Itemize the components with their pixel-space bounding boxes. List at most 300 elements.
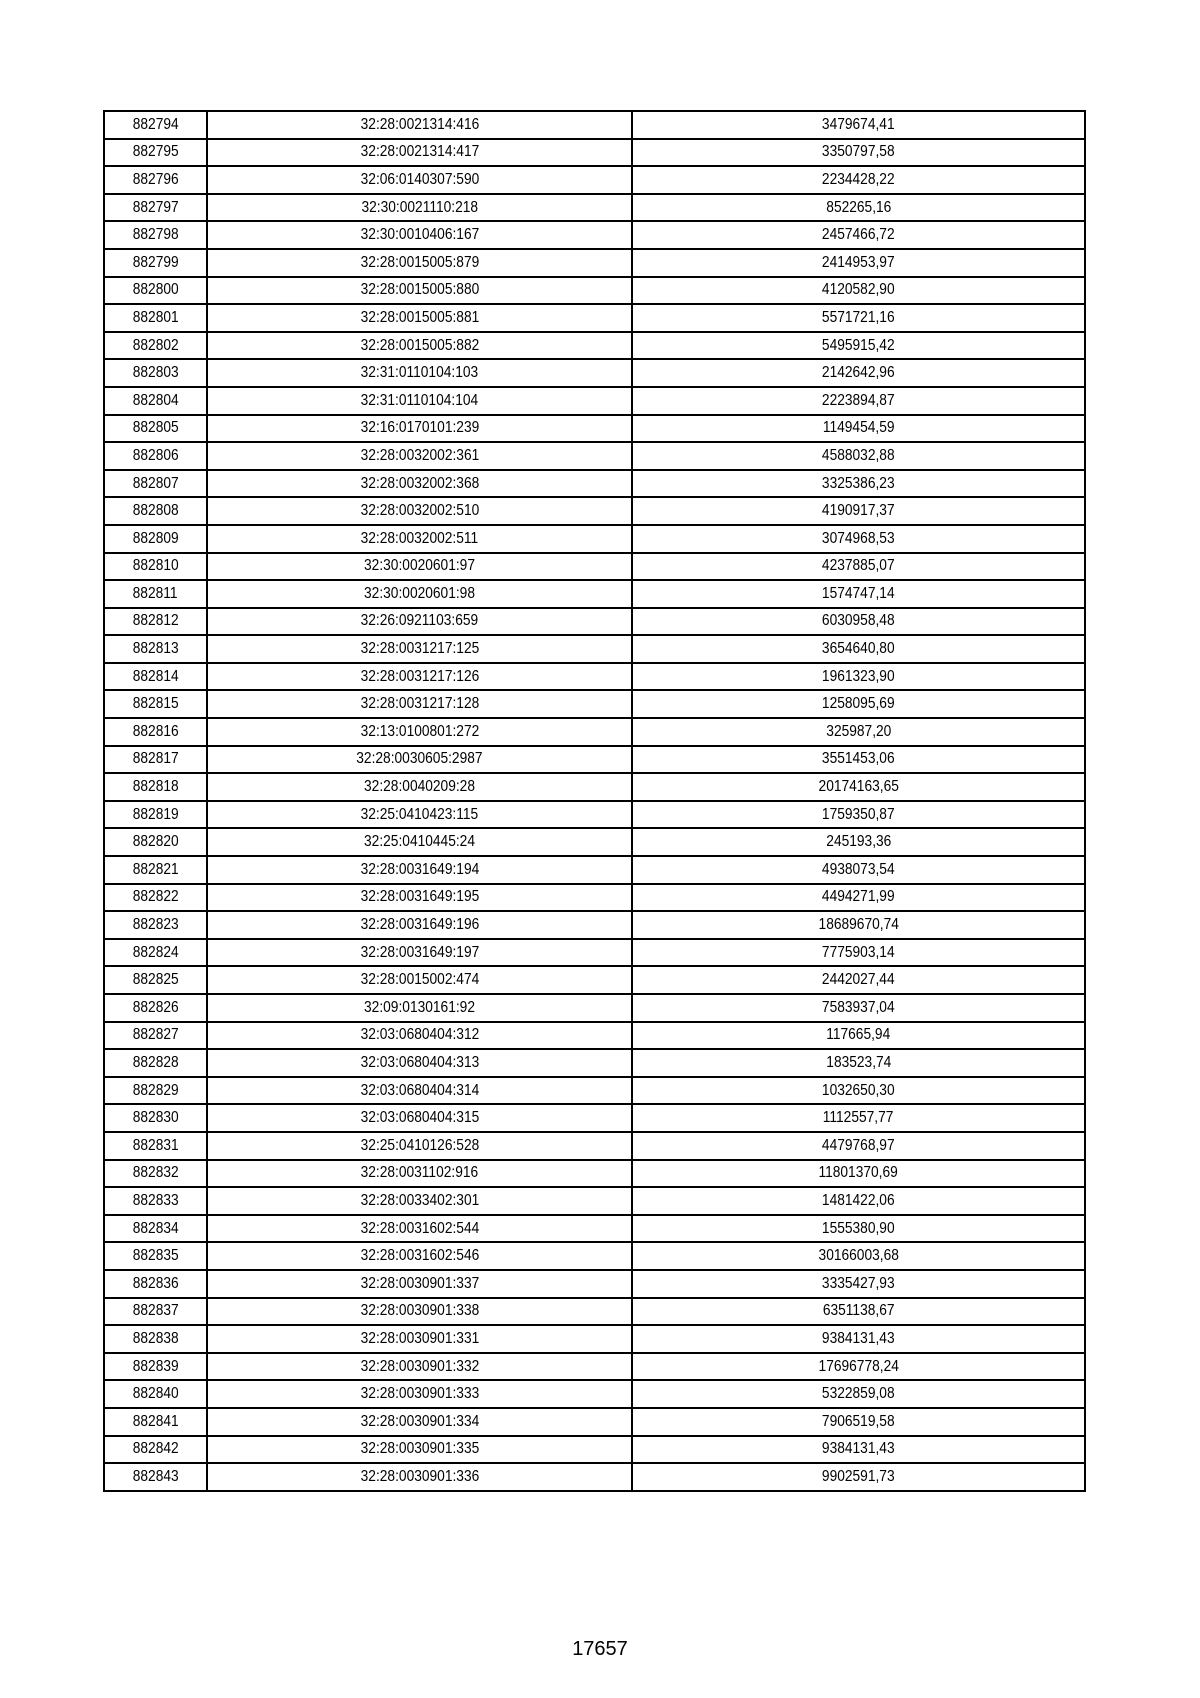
value-text: 7583937,04: [822, 998, 895, 1016]
value-text: 3074968,53: [822, 529, 895, 547]
value-text: 1112557,77: [823, 1109, 894, 1127]
row-number-text: 882808: [132, 502, 179, 520]
row-number-cell: [104, 359, 207, 387]
cadastral-number-cell: [207, 911, 632, 939]
row-number-text: 882805: [132, 419, 179, 437]
value-text: 2414953,97: [822, 253, 895, 271]
row-number-cell: [104, 1298, 207, 1326]
cadastral-number-cell: [207, 1022, 632, 1050]
cadastral-number-cell: [207, 1215, 632, 1243]
value-text: 1555380,90: [822, 1219, 895, 1237]
value-text: 3479674,41: [822, 115, 895, 133]
table-row: [104, 1463, 1085, 1491]
row-number-text: 882838: [132, 1329, 179, 1347]
cadastral-number-text: 32:28:0021314:417: [360, 143, 479, 161]
row-number-cell: [104, 194, 207, 222]
cadastral-number-text: 32:28:0031649:196: [360, 916, 479, 934]
value-text: 4237885,07: [822, 557, 895, 575]
cadastral-number-cell: [207, 387, 632, 415]
row-number-cell: [104, 746, 207, 774]
value-cell: [632, 249, 1085, 277]
cadastral-number-cell: [207, 884, 632, 912]
value-cell: [632, 1022, 1085, 1050]
cadastral-number-cell: [207, 1160, 632, 1188]
cadastral-number-cell: [207, 304, 632, 332]
cadastral-number-cell: [207, 359, 632, 387]
cadastral-number-cell: [207, 194, 632, 222]
value-cell: [632, 828, 1085, 856]
row-number-cell: [104, 1132, 207, 1160]
value-text: 11801370,69: [818, 1164, 899, 1182]
value-cell: [632, 1132, 1085, 1160]
cadastral-number-text: 32:28:0015005:882: [360, 336, 479, 354]
row-number-text: 882814: [132, 667, 179, 685]
row-number-cell: [104, 773, 207, 801]
value-text: 9384131,43: [822, 1329, 895, 1347]
table-row: [104, 939, 1085, 967]
table-row: [104, 1242, 1085, 1270]
cadastral-number-text: 32:03:0680404:312: [360, 1026, 479, 1044]
value-cell: [632, 1325, 1085, 1353]
row-number-text: 882829: [132, 1081, 179, 1099]
row-number-text: 882823: [132, 916, 179, 934]
cadastral-number-text: 32:28:0033402:301: [360, 1191, 479, 1209]
cadastral-number-cell: [207, 139, 632, 167]
value-text: 1149454,59: [822, 419, 895, 437]
value-text: 245193,36: [825, 833, 892, 851]
value-text: 6351138,67: [822, 1302, 895, 1320]
row-number-cell: [104, 1353, 207, 1381]
cadastral-number-text: 32:28:0031602:546: [360, 1247, 479, 1265]
value-text: 1032650,30: [822, 1081, 895, 1099]
cadastral-number-text: 32:03:0680404:315: [360, 1109, 479, 1127]
cadastral-number-text: 32:28:0031602:544: [360, 1219, 479, 1237]
row-number-text: 882832: [132, 1164, 179, 1182]
value-text: 5571721,16: [822, 308, 895, 326]
table-row: [104, 1436, 1085, 1464]
cadastral-number-text: 32:13:0100801:272: [360, 722, 479, 740]
row-number-text: 882836: [132, 1274, 179, 1292]
value-cell: [632, 139, 1085, 167]
row-number-text: 882830: [132, 1109, 179, 1127]
cadastral-number-text: 32:28:0031217:128: [360, 695, 479, 713]
row-number-text: 882834: [132, 1219, 179, 1237]
cadastral-number-text: 32:28:0030901:331: [360, 1329, 479, 1347]
cadastral-number-cell: [207, 746, 632, 774]
value-text: 9902591,73: [822, 1467, 895, 1485]
value-cell: [632, 166, 1085, 194]
value-text: 3325386,23: [822, 474, 895, 492]
value-text: 4938073,54: [822, 860, 895, 878]
table-row: [104, 1104, 1085, 1132]
row-number-cell: [104, 966, 207, 994]
table-row: [104, 1215, 1085, 1243]
cadastral-number-cell: [207, 442, 632, 470]
row-number-text: 882831: [132, 1136, 179, 1154]
row-number-cell: [104, 442, 207, 470]
cadastral-number-cell: [207, 525, 632, 553]
value-cell: [632, 580, 1085, 608]
value-cell: [632, 690, 1085, 718]
row-number-cell: [104, 718, 207, 746]
value-cell: [632, 1242, 1085, 1270]
table-row: [104, 221, 1085, 249]
value-cell: [632, 497, 1085, 525]
page-number: 17657: [572, 1638, 628, 1660]
table-row: [104, 525, 1085, 553]
cadastral-number-text: 32:28:0030901:335: [360, 1440, 479, 1458]
value-text: 5495915,42: [822, 336, 895, 354]
row-number-text: 882810: [132, 557, 179, 575]
row-number-cell: [104, 911, 207, 939]
value-cell: [632, 1380, 1085, 1408]
row-number-text: 882809: [132, 529, 179, 547]
value-cell: [632, 1270, 1085, 1298]
table-row: [104, 773, 1085, 801]
cadastral-number-cell: [207, 1408, 632, 1436]
table-row: [104, 553, 1085, 581]
row-number-text: 882798: [132, 226, 179, 244]
cadastral-number-text: 32:28:0030901:332: [360, 1357, 479, 1375]
cadastral-number-cell: [207, 856, 632, 884]
value-cell: [632, 1215, 1085, 1243]
row-number-cell: [104, 856, 207, 884]
cadastral-number-cell: [207, 1049, 632, 1077]
row-number-cell: [104, 415, 207, 443]
table-row: [104, 415, 1085, 443]
row-number-text: 882837: [132, 1302, 179, 1320]
value-cell: [632, 911, 1085, 939]
value-cell: [632, 332, 1085, 360]
row-number-text: 882815: [132, 695, 179, 713]
row-number-cell: [104, 277, 207, 305]
cadastral-number-text: 32:28:0040209:28: [364, 778, 475, 796]
cadastral-number-text: 32:28:0031217:125: [360, 640, 479, 658]
row-number-text: 882839: [132, 1357, 179, 1375]
cadastral-number-cell: [207, 166, 632, 194]
cadastral-number-text: 32:03:0680404:314: [360, 1081, 479, 1099]
cadastral-number-text: 32:28:0031217:126: [360, 667, 479, 685]
table-row: [104, 1408, 1085, 1436]
row-number-cell: [104, 497, 207, 525]
row-number-cell: [104, 166, 207, 194]
row-number-cell: [104, 1408, 207, 1436]
value-cell: [632, 415, 1085, 443]
cadastral-number-text: 32:28:0015002:474: [360, 971, 479, 989]
cadastral-number-text: 32:28:0015005:881: [360, 308, 479, 326]
value-text: 1759350,87: [822, 805, 895, 823]
row-number-text: 882835: [132, 1247, 179, 1265]
row-number-cell: [104, 635, 207, 663]
row-number-cell: [104, 690, 207, 718]
value-text: 6030958,48: [822, 612, 895, 630]
cadastral-number-cell: [207, 111, 632, 139]
table-row: [104, 828, 1085, 856]
value-cell: [632, 1104, 1085, 1132]
row-number-cell: [104, 221, 207, 249]
cadastral-number-cell: [207, 1463, 632, 1491]
row-number-cell: [104, 1187, 207, 1215]
row-number-text: 882812: [132, 612, 179, 630]
row-number-text: 882804: [132, 391, 179, 409]
row-number-text: 882833: [132, 1191, 179, 1209]
value-cell: [632, 966, 1085, 994]
cadastral-number-cell: [207, 553, 632, 581]
value-cell: [632, 1463, 1085, 1491]
row-number-text: 882825: [132, 971, 179, 989]
row-number-cell: [104, 1022, 207, 1050]
cadastral-number-text: 32:25:0410423:115: [360, 805, 479, 823]
table-row: [104, 1270, 1085, 1298]
row-number-text: 882842: [132, 1440, 179, 1458]
value-text: 117665,94: [826, 1026, 891, 1044]
cadastral-number-cell: [207, 1132, 632, 1160]
table-row: [104, 966, 1085, 994]
value-cell: [632, 277, 1085, 305]
cadastral-number-text: 32:26:0921103:659: [360, 612, 479, 630]
cadastral-number-cell: [207, 497, 632, 525]
cadastral-number-cell: [207, 718, 632, 746]
value-cell: [632, 1077, 1085, 1105]
value-cell: [632, 1160, 1085, 1188]
row-number-text: 882794: [132, 115, 179, 133]
row-number-cell: [104, 1049, 207, 1077]
cadastral-number-cell: [207, 1436, 632, 1464]
row-number-cell: [104, 663, 207, 691]
row-number-cell: [104, 249, 207, 277]
row-number-text: 882843: [132, 1467, 179, 1485]
row-number-text: 882828: [132, 1053, 179, 1071]
cadastral-number-text: 32:03:0680404:313: [360, 1053, 479, 1071]
row-number-text: 882821: [132, 860, 179, 878]
row-number-text: 882799: [132, 253, 179, 271]
value-cell: [632, 470, 1085, 498]
cadastral-number-text: 32:28:0015005:880: [360, 281, 479, 299]
value-text: 2142642,96: [822, 364, 895, 382]
value-text: 30166003,68: [818, 1247, 899, 1265]
cadastral-number-cell: [207, 1353, 632, 1381]
value-text: 5322859,08: [822, 1385, 895, 1403]
cadastral-number-text: 32:25:0410126:528: [360, 1136, 479, 1154]
value-text: 2457466,72: [822, 226, 895, 244]
cadastral-number-text: 32:28:0031649:197: [360, 943, 479, 961]
cadastral-number-text: 32:25:0410445:24: [364, 833, 475, 851]
registry-table: [103, 110, 1086, 1492]
row-number-text: 882795: [132, 143, 179, 161]
table-row: [104, 994, 1085, 1022]
table-row: [104, 166, 1085, 194]
value-text: 4479768,97: [822, 1136, 895, 1154]
table-row: [104, 249, 1085, 277]
row-number-text: 882807: [132, 474, 179, 492]
cadastral-number-cell: [207, 828, 632, 856]
table-body: [104, 111, 1085, 1491]
cadastral-number-text: 32:30:0020601:97: [364, 557, 475, 575]
table-row: [104, 856, 1085, 884]
value-cell: [632, 1408, 1085, 1436]
table-row: [104, 1187, 1085, 1215]
table-row: [104, 1353, 1085, 1381]
cadastral-number-text: 32:28:0031649:194: [360, 860, 479, 878]
cadastral-number-cell: [207, 635, 632, 663]
cadastral-number-text: 32:09:0130161:92: [364, 998, 475, 1016]
table-row: [104, 1325, 1085, 1353]
cadastral-number-cell: [207, 1270, 632, 1298]
table-row: [104, 1022, 1085, 1050]
cadastral-number-text: 32:28:0030901:336: [360, 1467, 479, 1485]
cadastral-number-cell: [207, 415, 632, 443]
value-cell: [632, 1187, 1085, 1215]
row-number-text: 882827: [132, 1026, 179, 1044]
value-text: 3335427,93: [822, 1274, 895, 1292]
table-row: [104, 884, 1085, 912]
cadastral-number-text: 32:28:0030901:338: [360, 1302, 479, 1320]
cadastral-number-cell: [207, 801, 632, 829]
row-number-cell: [104, 1242, 207, 1270]
value-text: 4190917,37: [822, 502, 895, 520]
cadastral-number-text: 32:30:0010406:167: [360, 226, 479, 244]
cadastral-number-text: 32:28:0021314:416: [360, 115, 479, 133]
cadastral-number-cell: [207, 773, 632, 801]
value-text: 7775903,14: [822, 943, 895, 961]
cadastral-number-text: 32:06:0140307:590: [360, 170, 479, 188]
row-number-text: 882820: [132, 833, 179, 851]
cadastral-number-cell: [207, 608, 632, 636]
cadastral-number-cell: [207, 663, 632, 691]
value-cell: [632, 635, 1085, 663]
value-cell: [632, 884, 1085, 912]
row-number-cell: [104, 1104, 207, 1132]
cadastral-number-cell: [207, 470, 632, 498]
table-row: [104, 387, 1085, 415]
value-text: 183523,74: [825, 1053, 892, 1071]
value-text: 3551453,06: [822, 750, 895, 768]
value-cell: [632, 994, 1085, 1022]
cadastral-number-cell: [207, 994, 632, 1022]
value-cell: [632, 442, 1085, 470]
row-number-cell: [104, 939, 207, 967]
row-number-text: 882818: [132, 778, 179, 796]
row-number-cell: [104, 553, 207, 581]
value-text: 9384131,43: [822, 1440, 895, 1458]
row-number-cell: [104, 470, 207, 498]
row-number-text: 882819: [132, 805, 179, 823]
row-number-text: 882813: [132, 640, 179, 658]
row-number-text: 882796: [132, 170, 179, 188]
cadastral-number-text: 32:28:0031649:195: [360, 888, 479, 906]
cadastral-number-text: 32:28:0030605:2987: [356, 750, 483, 768]
value-text: 2223894,87: [822, 391, 895, 409]
row-number-text: 882824: [132, 943, 179, 961]
table-row: [104, 1298, 1085, 1326]
cadastral-number-cell: [207, 249, 632, 277]
row-number-text: 882797: [132, 198, 179, 216]
row-number-text: 882806: [132, 446, 179, 464]
cadastral-number-cell: [207, 1104, 632, 1132]
table-row: [104, 470, 1085, 498]
value-cell: [632, 111, 1085, 139]
value-text: 1481422,06: [822, 1191, 895, 1209]
table-row: [104, 1132, 1085, 1160]
row-number-cell: [104, 111, 207, 139]
value-cell: [632, 387, 1085, 415]
value-text: 4588032,88: [822, 446, 895, 464]
value-text: 325987,20: [825, 722, 892, 740]
value-text: 3654640,80: [822, 640, 895, 658]
row-number-cell: [104, 525, 207, 553]
cadastral-number-cell: [207, 1077, 632, 1105]
cadastral-number-text: 32:28:0031102:916: [360, 1164, 479, 1182]
cadastral-number-text: 32:16:0170101:239: [360, 419, 479, 437]
cadastral-number-cell: [207, 277, 632, 305]
row-number-text: 882817: [132, 750, 179, 768]
table-row: [104, 111, 1085, 139]
value-text: 852265,16: [825, 198, 892, 216]
cadastral-number-text: 32:28:0030901:337: [360, 1274, 479, 1292]
table-row: [104, 139, 1085, 167]
cadastral-number-text: 32:30:0021110:218: [361, 198, 478, 216]
row-number-cell: [104, 332, 207, 360]
cadastral-number-cell: [207, 1187, 632, 1215]
value-cell: [632, 1049, 1085, 1077]
row-number-cell: [104, 1077, 207, 1105]
table-row: [104, 746, 1085, 774]
cadastral-number-cell: [207, 332, 632, 360]
value-text: 1258095,69: [822, 695, 895, 713]
value-cell: [632, 525, 1085, 553]
row-number-cell: [104, 828, 207, 856]
row-number-text: 882803: [132, 364, 179, 382]
cadastral-number-text: 32:31:0110104:103: [360, 364, 479, 382]
value-text: 7906519,58: [822, 1412, 895, 1430]
value-cell: [632, 1298, 1085, 1326]
cadastral-number-cell: [207, 580, 632, 608]
table-row: [104, 801, 1085, 829]
value-text: 3350797,58: [822, 143, 895, 161]
row-number-cell: [104, 801, 207, 829]
value-cell: [632, 553, 1085, 581]
row-number-cell: [104, 1463, 207, 1491]
cadastral-number-text: 32:28:0015005:879: [360, 253, 479, 271]
row-number-cell: [104, 304, 207, 332]
cadastral-number-text: 32:28:0030901:333: [360, 1385, 479, 1403]
table-row: [104, 580, 1085, 608]
row-number-text: 882840: [132, 1385, 179, 1403]
row-number-cell: [104, 1160, 207, 1188]
row-number-text: 882800: [132, 281, 179, 299]
table-row: [104, 194, 1085, 222]
cadastral-number-text: 32:28:0030901:334: [360, 1412, 479, 1430]
value-text: 20174163,65: [818, 778, 899, 796]
value-cell: [632, 1436, 1085, 1464]
table-row: [104, 911, 1085, 939]
value-text: 1961323,90: [822, 667, 895, 685]
value-cell: [632, 1353, 1085, 1381]
table-row: [104, 497, 1085, 525]
value-text: 4494271,99: [822, 888, 895, 906]
cadastral-number-cell: [207, 221, 632, 249]
row-number-cell: [104, 387, 207, 415]
table-row: [104, 1077, 1085, 1105]
table-row: [104, 1160, 1085, 1188]
row-number-text: 882801: [132, 308, 179, 326]
value-text: 17696778,24: [818, 1357, 899, 1375]
table-row: [104, 304, 1085, 332]
row-number-text: 882816: [132, 722, 179, 740]
row-number-cell: [104, 884, 207, 912]
value-cell: [632, 718, 1085, 746]
row-number-text: 882826: [132, 998, 179, 1016]
